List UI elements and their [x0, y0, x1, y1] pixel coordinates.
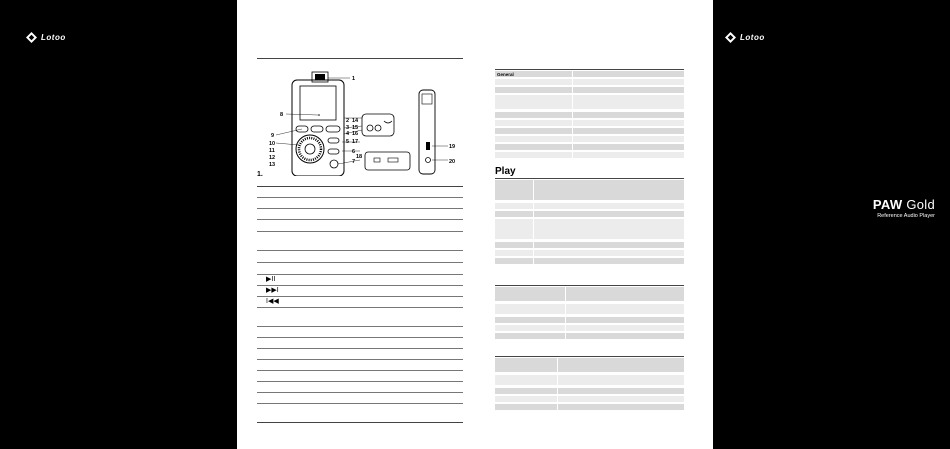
list-rule	[257, 250, 463, 251]
product-name-light: Gold	[906, 197, 935, 212]
table4-row	[495, 358, 684, 372]
callout-8: 8	[280, 112, 284, 118]
table3-row	[495, 287, 684, 301]
play-table-row	[495, 250, 684, 256]
section-number: 1.	[257, 171, 263, 178]
callout-4: 4	[346, 131, 350, 137]
next-track-icon: ▶▶I	[266, 287, 279, 294]
table4-rule	[495, 356, 684, 357]
table3-row	[495, 333, 684, 339]
table-row	[495, 136, 684, 142]
table-row	[495, 112, 684, 118]
list-rule	[257, 337, 463, 338]
list-rule	[257, 326, 463, 327]
callout-12: 12	[269, 155, 276, 161]
product-name	[835, 197, 935, 212]
brand-logo	[26, 32, 66, 43]
product-branding	[835, 197, 935, 219]
table4-row	[495, 388, 684, 394]
play-table-row	[495, 180, 684, 200]
top-rule	[257, 58, 463, 59]
front-cover-panel	[713, 0, 950, 449]
callout-5: 5	[346, 139, 350, 145]
table-row	[495, 79, 684, 85]
table3-rule	[495, 285, 684, 286]
product-tagline: Reference Audio Player	[877, 213, 935, 219]
list-rule	[257, 422, 463, 423]
list-rule	[257, 392, 463, 393]
device-diagram	[252, 66, 462, 176]
callout-13: 13	[269, 162, 276, 168]
play-table-rule	[495, 178, 684, 179]
callout-19: 19	[449, 144, 456, 150]
callout-15: 15	[352, 125, 359, 131]
list-rule	[257, 370, 463, 371]
table-row	[495, 95, 684, 109]
table-row	[495, 152, 684, 158]
list-rule	[257, 285, 463, 286]
table-header-row	[495, 71, 684, 77]
list-rule	[257, 274, 463, 275]
table-row	[495, 128, 684, 134]
brand-logo	[725, 32, 765, 43]
table3-row	[495, 304, 684, 314]
table-header-general: General	[497, 71, 514, 77]
table3-row	[495, 325, 684, 331]
callout-7: 7	[352, 159, 356, 165]
table4-row	[495, 404, 684, 410]
play-table-row	[495, 242, 684, 248]
callout-2: 2	[346, 118, 350, 124]
product-name-bold: PAW	[872, 197, 903, 212]
list-rule	[257, 296, 463, 297]
list-rule	[257, 186, 463, 187]
callout-16: 16	[352, 131, 359, 137]
callout-3: 3	[346, 125, 350, 131]
list-rule	[257, 348, 463, 349]
list-rule	[257, 219, 463, 220]
play-section-heading: Play	[495, 166, 516, 177]
table-row	[495, 87, 684, 93]
callout-10: 10	[269, 141, 276, 147]
list-rule	[257, 208, 463, 209]
play-table-row	[495, 211, 684, 217]
table-top-rule	[495, 69, 684, 70]
prev-track-icon: I◀◀	[266, 298, 279, 305]
callout-1: 1	[352, 76, 356, 82]
callout-17: 17	[352, 139, 359, 145]
table4-row	[495, 396, 684, 402]
list-rule	[257, 403, 463, 404]
table-row	[495, 144, 684, 150]
callout-14: 14	[352, 118, 359, 124]
list-rule	[257, 359, 463, 360]
list-rule	[257, 381, 463, 382]
play-pause-icon: ▶II	[266, 276, 276, 283]
table-row	[495, 120, 684, 126]
logo-text: Lotoo	[740, 33, 765, 42]
list-rule	[257, 262, 463, 263]
callout-18: 18	[356, 154, 363, 160]
lotoo-logo-icon	[725, 32, 736, 43]
callout-20: 20	[449, 159, 456, 165]
logo-text: Lotoo	[41, 33, 66, 42]
callout-6: 6	[352, 149, 356, 155]
callout-11: 11	[269, 148, 275, 154]
list-rule	[257, 197, 463, 198]
callout-9: 9	[271, 133, 275, 139]
table4-row	[495, 375, 684, 385]
manual-page-controls	[237, 0, 475, 449]
back-cover-panel	[0, 0, 237, 449]
table3-row	[495, 317, 684, 323]
manual-page-tables	[475, 0, 713, 449]
play-table-row	[495, 219, 684, 239]
play-table-row	[495, 203, 684, 209]
play-table-row	[495, 258, 684, 264]
lotoo-logo-icon	[26, 32, 37, 43]
list-rule	[257, 231, 463, 232]
list-rule	[257, 307, 463, 308]
